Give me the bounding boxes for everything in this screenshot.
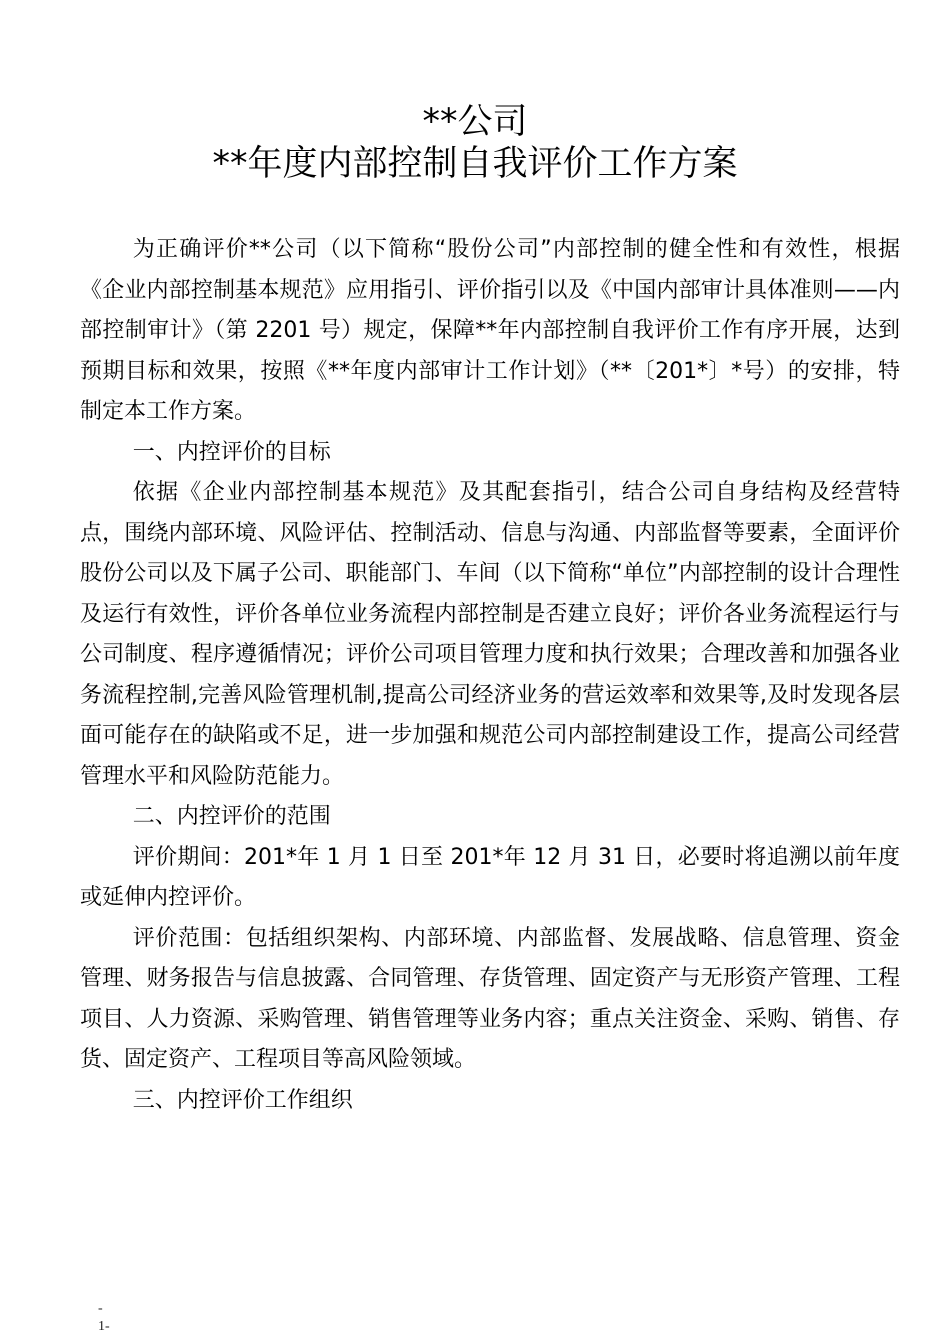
document-body bbox=[80, 230, 900, 1121]
section-heading-organization: 三、内控评价工作组织 bbox=[132, 1087, 353, 1113]
intro-paragraph: 为正确评价**公司（以下简称“股份公司”内部控制的健全性和有效性，根据《企业内部控制基本规范》应用指引、评价指引以及《中国内部审计具体准则——内部控制审计》（第 2201 号）规定，保障**年内部控制自我评价工作有序开展，达到预期目标和效果，按照《**年度内部审计工作计划》（**〔201*〕*号）的安排，特制定本工作方案。 bbox=[80, 237, 900, 424]
evaluation-scope-paragraph: 评价范围：包括组织架构、内部环境、内部监督、发展战略、信息管理、资金管理、财务报告与信息披露、合同管理、存货管理、固定资产与无形资产管理、工程项目、人力资源、采购管理、销售管理等业务内容；重点关注资金、采购、销售、存货、固定资产、工程项目等高风险领域。 bbox=[80, 925, 900, 1072]
company-title: **公司 bbox=[422, 102, 528, 142]
objectives-paragraph: 依据《企业内部控制基本规范》及其配套指引，结合公司自身结构及经营特点，围绕内部环境、风险评估、控制活动、信息与沟通、内部监督等要素，全面评价股份公司以及下属子公司、职能部门、车间（以下简称“单位”内部控制的设计合理性及运行有效性，评价各单位业务流程内部控制是否建立良好；评价各业务流程运行与公司制度、程序遵循情况；评价公司项目管理力度和执行效果；合理改善和加强各业务流程控制,完善风险管理机制,提高公司经济业务的营运效率和效果等,及时发现各层面可能存在的缺陷或不足，进一步加强和规范公司内部控制建设工作，提高公司经营管理水平和风险防范能力。 bbox=[80, 480, 900, 789]
document-title: **年度内部控制自我评价工作方案 bbox=[212, 144, 738, 184]
page-number bbox=[98, 1300, 110, 1336]
evaluation-period-paragraph: 评价期间：201*年 1 月 1 日至 201*年 12 月 31 日，必要时将追溯以前年度或延伸内控评价。 bbox=[80, 844, 900, 910]
section-heading-scope: 二、内控评价的范围 bbox=[132, 804, 331, 829]
page-number-value: 1- bbox=[98, 1319, 110, 1334]
section-heading-objectives: 一、内控评价的目标 bbox=[132, 439, 331, 465]
page-number-dash: - bbox=[98, 1301, 103, 1316]
